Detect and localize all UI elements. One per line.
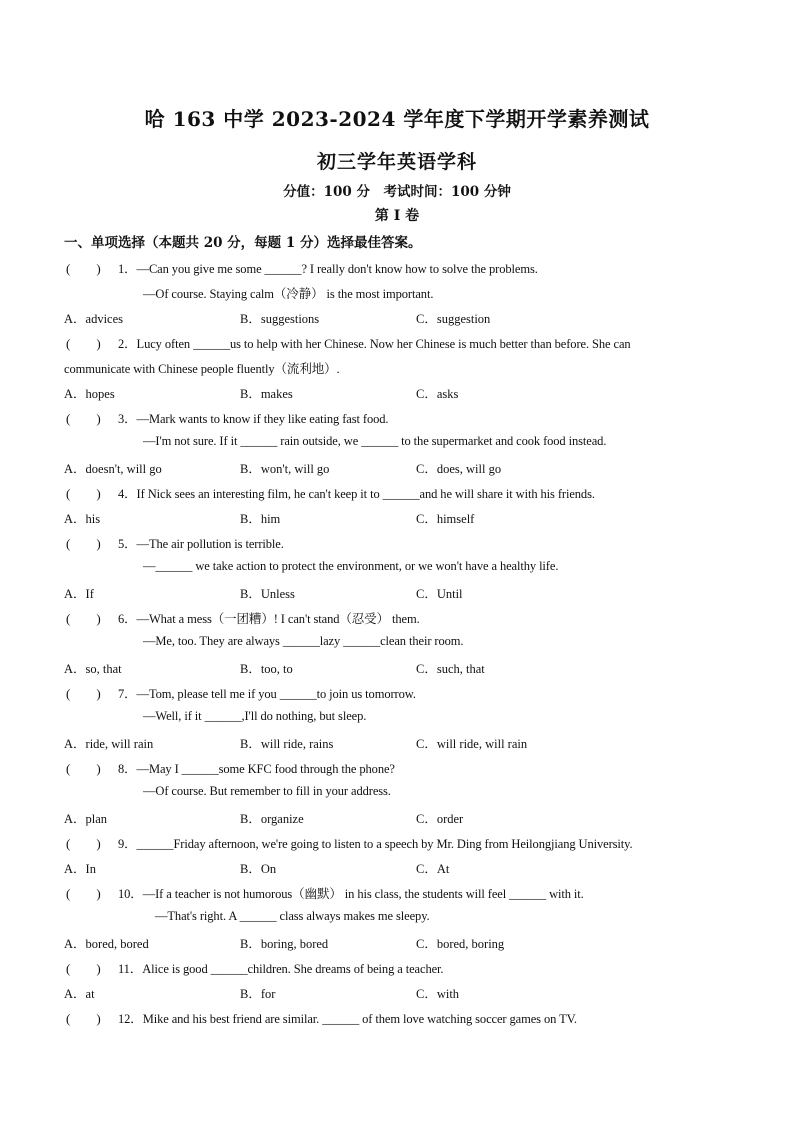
exam-subtitle: 初三学年英语学科 [316, 151, 477, 173]
answer-blank[interactable]: ( ) [66, 761, 101, 776]
option-a[interactable]: A．plan [64, 812, 108, 826]
option-a[interactable]: A．so, that [64, 662, 122, 676]
question-text: 5．—The air pollution is terrible. [118, 537, 284, 551]
option-a[interactable]: A．hopes [64, 387, 115, 401]
option-c[interactable]: C．does, will go [416, 462, 502, 476]
option-c[interactable]: C．Until [416, 587, 463, 601]
option-a[interactable]: A．In [64, 862, 96, 876]
option-a[interactable]: A．advices [64, 312, 124, 326]
exam-info: 分值：100 分 考试时间：100 分钟 [283, 184, 511, 200]
option-b[interactable]: B．makes [240, 387, 293, 401]
question-text: 11．Alice is good ______children. She dreams of being a teacher. [118, 962, 444, 976]
answer-blank[interactable]: ( ) [66, 686, 101, 701]
option-c[interactable]: C．with [416, 987, 460, 1001]
question-text-continued: —That's right. A ______ class always makes me sleepy. [155, 909, 430, 923]
option-c[interactable]: C．order [416, 812, 464, 826]
question-text-continued: —Of course. But remember to fill in your address. [143, 784, 391, 798]
option-c[interactable]: C．asks [416, 387, 459, 401]
option-a[interactable]: A．his [64, 512, 101, 526]
answer-blank[interactable]: ( ) [66, 836, 101, 851]
answer-blank[interactable]: ( ) [66, 411, 101, 426]
question-text: 10．—If a teacher is not humorous（幽默） in his class, the students will feel ______ with it. [118, 887, 584, 901]
option-a[interactable]: A．bored, bored [64, 937, 149, 951]
option-a[interactable]: A．ride, will rain [64, 737, 154, 751]
answer-blank[interactable]: ( ) [66, 886, 101, 901]
question-text: 3．—Mark wants to know if they like eating fast food. [118, 412, 389, 426]
question-text: 7．—Tom, please tell me if you ______to join us tomorrow. [118, 687, 416, 701]
option-c[interactable]: C．such, that [416, 662, 485, 676]
option-b[interactable]: B．On [240, 862, 277, 876]
option-b[interactable]: B．suggestions [240, 312, 320, 326]
option-a[interactable]: A．at [64, 987, 95, 1001]
question-text-continued: —Of course. Staying calm（冷静） is the most important. [143, 287, 434, 301]
question-text: 2．Lucy often ______us to help with her Chinese. Now her Chinese is much better than before. She can [118, 337, 631, 351]
option-c[interactable]: C．bored, boring [416, 937, 505, 951]
question-text-continued: —I'm not sure. If it ______ rain outside, we ______ to the supermarket and cook food instead. [143, 434, 607, 448]
answer-blank[interactable]: ( ) [66, 961, 101, 976]
question-text: 6．—What a mess（一团糟）! I can't stand（忍受） them. [118, 612, 420, 626]
option-c[interactable]: C．himself [416, 512, 475, 526]
exam-title: 哈 163 中学 2023-2024 学年度下学期开学素养测试 [144, 107, 650, 131]
option-c[interactable]: C．will ride, will rain [416, 737, 528, 751]
answer-blank[interactable]: ( ) [66, 486, 101, 501]
question-text: 4．If Nick sees an interesting film, he can't keep it to ______and he will share it with his friends. [118, 487, 595, 501]
option-b[interactable]: B．will ride, rains [240, 737, 334, 751]
option-b[interactable]: B．boring, bored [240, 937, 329, 951]
option-b[interactable]: B．him [240, 512, 281, 526]
option-b[interactable]: B．won't, will go [240, 462, 330, 476]
question-text-continued: —______ we take action to protect the environment, or we won't have a healthy life. [143, 559, 559, 573]
question-text: 9．______Friday afternoon, we're going to listen to a speech by Mr. Ding from Heilongjiang University. [118, 837, 633, 851]
option-b[interactable]: B．Unless [240, 587, 295, 601]
question-text-continued: communicate with Chinese people fluently（流利地）. [64, 362, 340, 376]
answer-blank[interactable]: ( ) [66, 611, 101, 626]
answer-blank[interactable]: ( ) [66, 336, 101, 351]
option-c[interactable]: C．suggestion [416, 312, 491, 326]
option-a[interactable]: A．doesn't, will go [64, 462, 162, 476]
option-c[interactable]: C．At [416, 862, 450, 876]
volume-label: 第 I 卷 [374, 208, 420, 224]
option-b[interactable]: B．organize [240, 812, 304, 826]
option-b[interactable]: B．for [240, 987, 276, 1001]
question-text: 12．Mike and his best friend are similar. ______ of them love watching soccer games on TV. [118, 1012, 577, 1026]
question-text-continued: —Me, too. They are always ______lazy ______clean their room. [143, 634, 464, 648]
option-b[interactable]: B．too, to [240, 662, 293, 676]
question-text-continued: —Well, if it ______,I'll do nothing, but sleep. [143, 709, 367, 723]
question-text: 8．—May I ______some KFC food through the phone? [118, 762, 395, 776]
answer-blank[interactable]: ( ) [66, 1011, 101, 1026]
question-text: 1．—Can you give me some ______? I really don't know how to solve the problems. [118, 262, 538, 276]
answer-blank[interactable]: ( ) [66, 261, 101, 276]
section-heading: 一、单项选择（本题共 20 分，每题 1 分）选择最佳答案。 [64, 235, 422, 251]
option-a[interactable]: A．If [64, 587, 94, 601]
answer-blank[interactable]: ( ) [66, 536, 101, 551]
